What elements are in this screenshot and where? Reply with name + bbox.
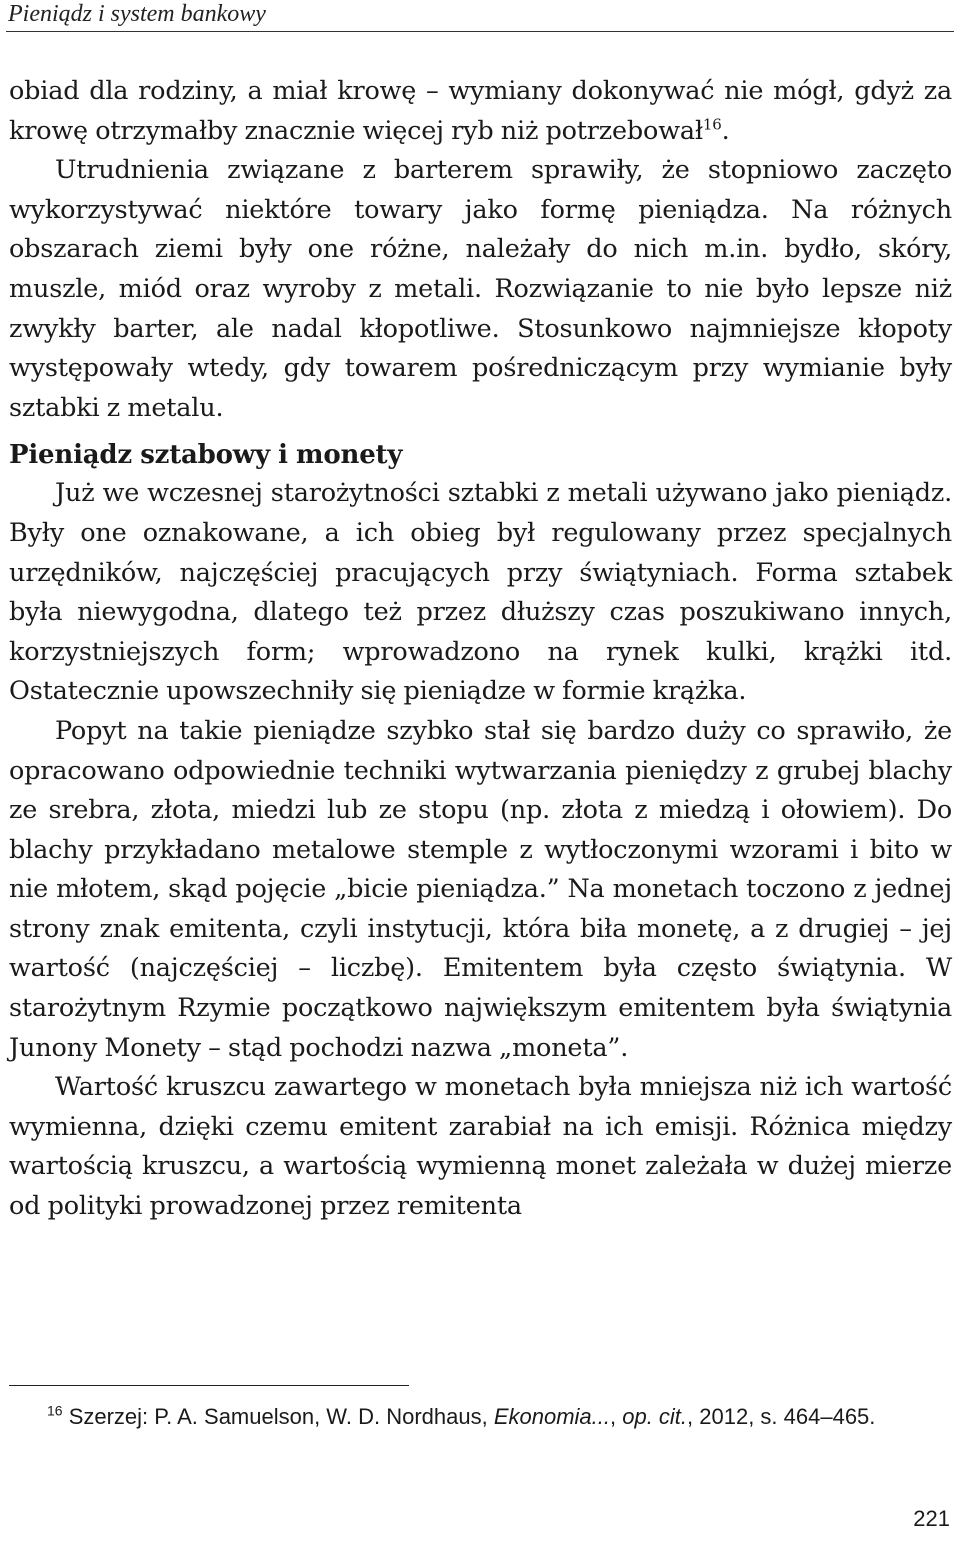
paragraph-continuation <box>9 72 952 151</box>
paragraph-bar-money: Już we wczesnej starożytności sztabki z metali używano jako pieniądz. Były one oznakowane, a ich obieg był regulowany przez specjalnych urzędników, najczęściej pracujących przy świątyniach. Forma sztabek była niewygodna, dlatego też przez dłuższy czas poszukiwano innych, korzystniejszych form; wprowadzono na rynek kulki, krążki itd. Ostatecznie upowszechniły się pieniądze w formie krążka. <box>9 478 952 707</box>
section-heading: Pieniądz sztabowy i monety <box>9 440 403 471</box>
footnote-tail: , 2012, s. 464–465. <box>687 1404 876 1429</box>
footnote-op-cit: op. cit. <box>622 1404 688 1429</box>
paragraph-1-text: obiad dla rodziny, a miał krowę – wymiany dokonywać nie mógł, gdyż za krowę otrzymałby znacznie więcej ryb niż potrzebował <box>9 76 952 146</box>
footnote-separator-text: , <box>609 1404 623 1429</box>
running-header: Pieniądz i system bankowy <box>8 1 266 27</box>
footnote-separator <box>9 1385 409 1386</box>
footnote-16 <box>9 1400 949 1433</box>
page-number: 221 <box>913 1506 950 1531</box>
paragraph-coin-value: Wartość kruszcu zawartego w monetach była mniejsza niż ich wartość wymienna, dzięki czemu emitent zarabiał na ich emisji. Różnica między wartością kruszcu, a wartością wymienną monet zależała w dużej mierze od polityki prowadzonej przez remitenta <box>9 1072 952 1222</box>
paragraph-1-end: . <box>721 115 730 146</box>
footnote-number: 16 <box>47 1402 63 1419</box>
paragraph-barter-difficulties: Utrudnienia związane z barterem sprawiły, że stopniowo zaczęto wykorzystywać niektóre towary jako formę pieniądza. Na różnych obszarach ziemi były one różne, należały do nich m.in. bydło, skóry, muszle, miód oraz wyroby z metali. Rozwiązanie to nie było lepsze niż zwykły barter, ale nadal kłopotliwe. Stosunkowo najmniejsze kłopoty występowały wtedy, gdy towarem pośredniczącym przy wymianie były sztabki z metalu. <box>9 155 952 423</box>
header-rule <box>6 31 954 32</box>
footnote-reference[interactable]: 16 <box>702 115 722 134</box>
paragraph-coin-minting: Popyt na takie pieniądze szybko stał się bardzo duży co sprawiło, że opracowano odpowiednie techniki wytwarzania pieniędzy z grubej blachy ze srebra, złota, miedzi lub ze stopu (np. złota z miedzą i ołowiem). Do blachy przykładano metalowe stemple z wytłoczonymi wzorami i bito w nie młotem, skąd pojęcie „bicie pieniądza.” Na monetach toczono z jednej strony znak emitenta, czyli instytucji, która biła monetę, a z drugiej – jej wartość (najczęściej – liczbę). Emitentem była często świątynia. W starożytnym Rzymie początkowo największym emitentem była świątynia Junony Monety – stąd pochodzi nazwa „moneta”. <box>9 715 952 1063</box>
footnote-book-title: Ekonomia... <box>493 1404 610 1429</box>
main-body-text <box>9 72 952 1227</box>
footnote-lead: Szerzej: P. A. Samuelson, W. D. Nordhaus, <box>62 1404 494 1429</box>
